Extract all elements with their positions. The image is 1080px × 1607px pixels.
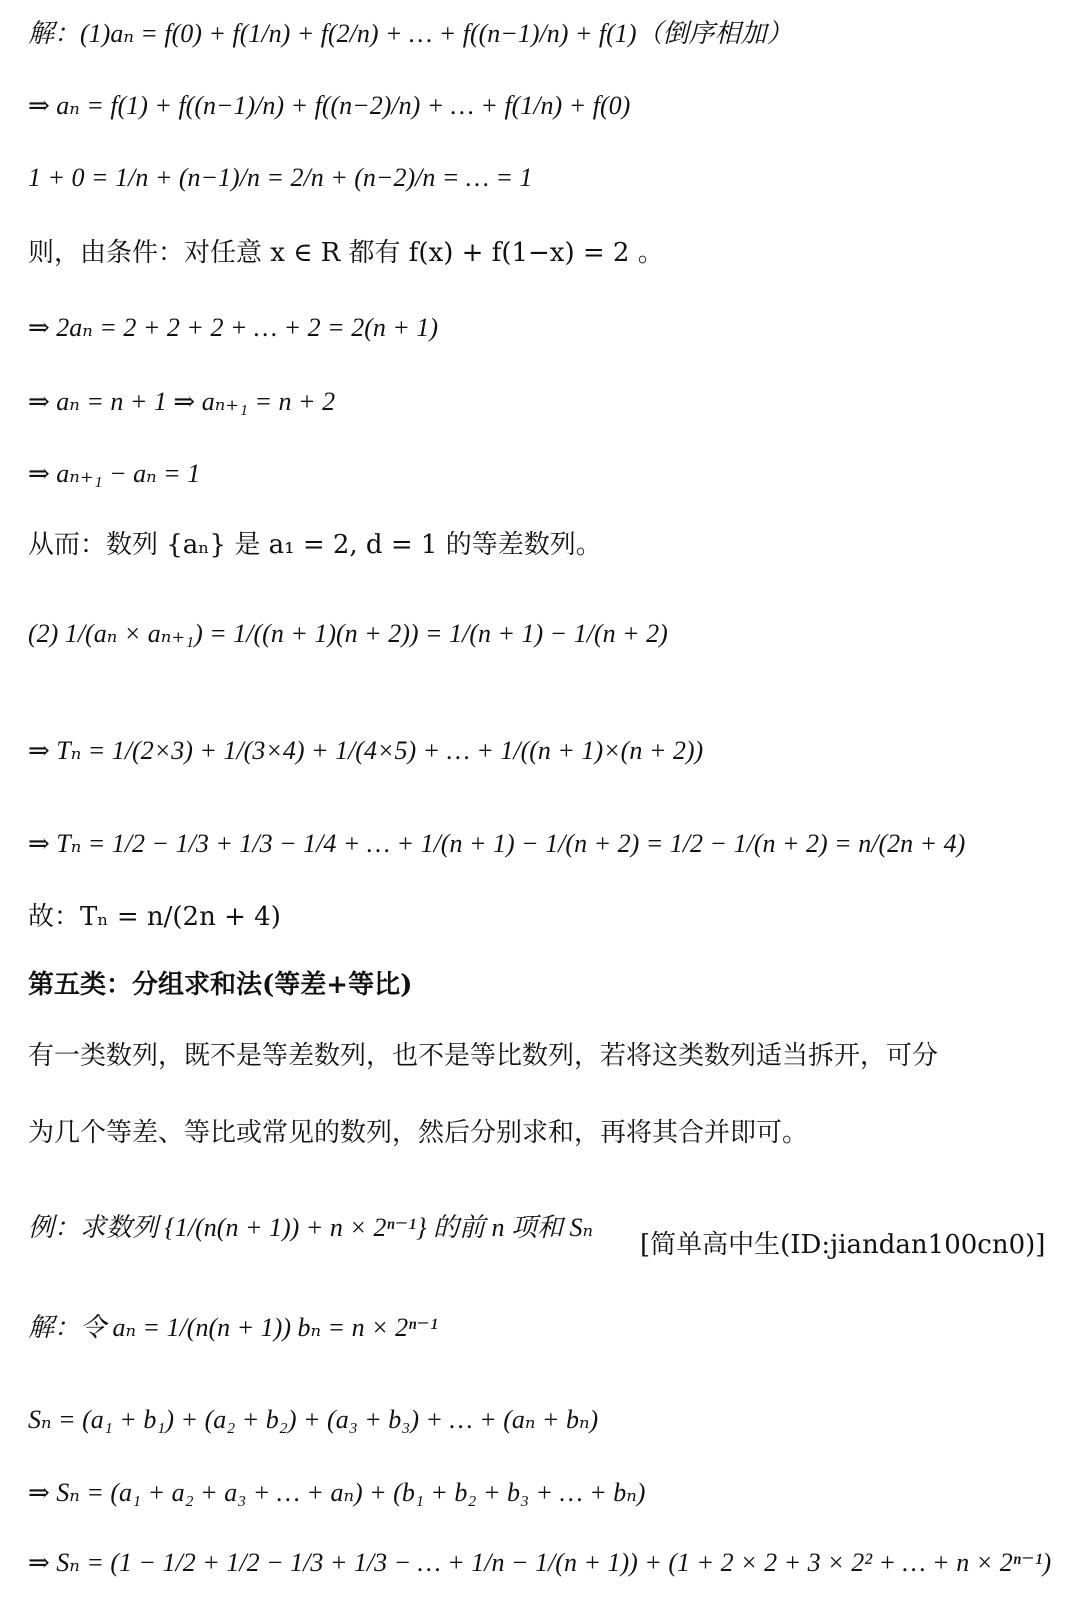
derivation-line-4: ⇒ 2aₙ = 2 + 2 + 2 + … + 2 = 2(n + 1)	[28, 313, 439, 342]
sn-line-1: Sₙ = (a₁ + b₁) + (a₂ + b₂) + (a₃ + b₃) + … + (aₙ + bₙ)	[28, 1405, 599, 1434]
source-note: [简单高中生(ID:jiandan100cn0)]	[640, 1230, 1046, 1260]
solution-line-1: 解：(1)aₙ = f(0) + f(1/n) + f(2/n) + … + f((n−1)/n) + f(1)（倒序相加）	[28, 19, 793, 48]
derivation-line-6: ⇒ aₙ₊₁ − aₙ = 1	[28, 459, 201, 488]
sn-line-2: ⇒ Sₙ = (a₁ + a₂ + a₃ + … + aₙ) + (b₁ + b₂ + b₃ + … + bₙ)	[28, 1478, 646, 1507]
conclusion-line: 从而：数列 {aₙ} 是 a₁ = 2, d = 1 的等差数列。	[28, 530, 602, 560]
solution-line-2: ⇒ aₙ = f(1) + f((n−1)/n) + f((n−2)/n) + … + f(1/n) + f(0)	[28, 91, 631, 120]
tn-simplification-line: ⇒ Tₙ = 1/2 − 1/3 + 1/3 − 1/4 + … + 1/(n + 1) − 1/(n + 2) = 1/2 − 1/(n + 2) = n/(2n + 4)	[28, 829, 966, 858]
sn-line-3: ⇒ Sₙ = (1 − 1/2 + 1/2 − 1/3 + 1/3 − … + 1/n − 1/(n + 1)) + (1 + 2 × 2 + 3 × 2² + … + n × 2ⁿ⁻¹)	[28, 1548, 1052, 1577]
tn-sum-line: ⇒ Tₙ = 1/(2×3) + 1/(3×4) + 1/(4×5) + … + 1/((n + 1)×(n + 2))	[28, 736, 704, 765]
tn-result-line: 故：Tₙ = n/(2n + 4)	[28, 902, 281, 932]
example-line: 例：求数列 {1/(n(n + 1)) + n × 2ⁿ⁻¹} 的前 n 项和 Sₙ	[28, 1213, 594, 1242]
section-title: 第五类：分组求和法(等差+等比)	[28, 970, 413, 1000]
solution-line-3: 1 + 0 = 1/n + (n−1)/n = 2/n + (n−2)/n = … = 1	[28, 163, 533, 192]
intro-paragraph-line-2: 为几个等差、等比或常见的数列，然后分别求和，再将其合并即可。	[28, 1118, 809, 1148]
condition-line: 则，由条件：对任意 x ∈ R 都有 f(x) + f(1−x) = 2 。	[28, 238, 664, 268]
let-line: 解：令 aₙ = 1/(n(n + 1)) bₙ = n × 2ⁿ⁻¹	[28, 1313, 438, 1342]
intro-paragraph-line-1: 有一类数列，既不是等差数列，也不是等比数列，若将这类数列适当拆开，可分	[28, 1041, 939, 1071]
part-2-line: (2) 1/(aₙ × aₙ₊₁) = 1/((n + 1)(n + 2)) = 1/(n + 1) − 1/(n + 2)	[28, 619, 668, 648]
derivation-line-5: ⇒ aₙ = n + 1 ⇒ aₙ₊₁ = n + 2	[28, 387, 336, 416]
